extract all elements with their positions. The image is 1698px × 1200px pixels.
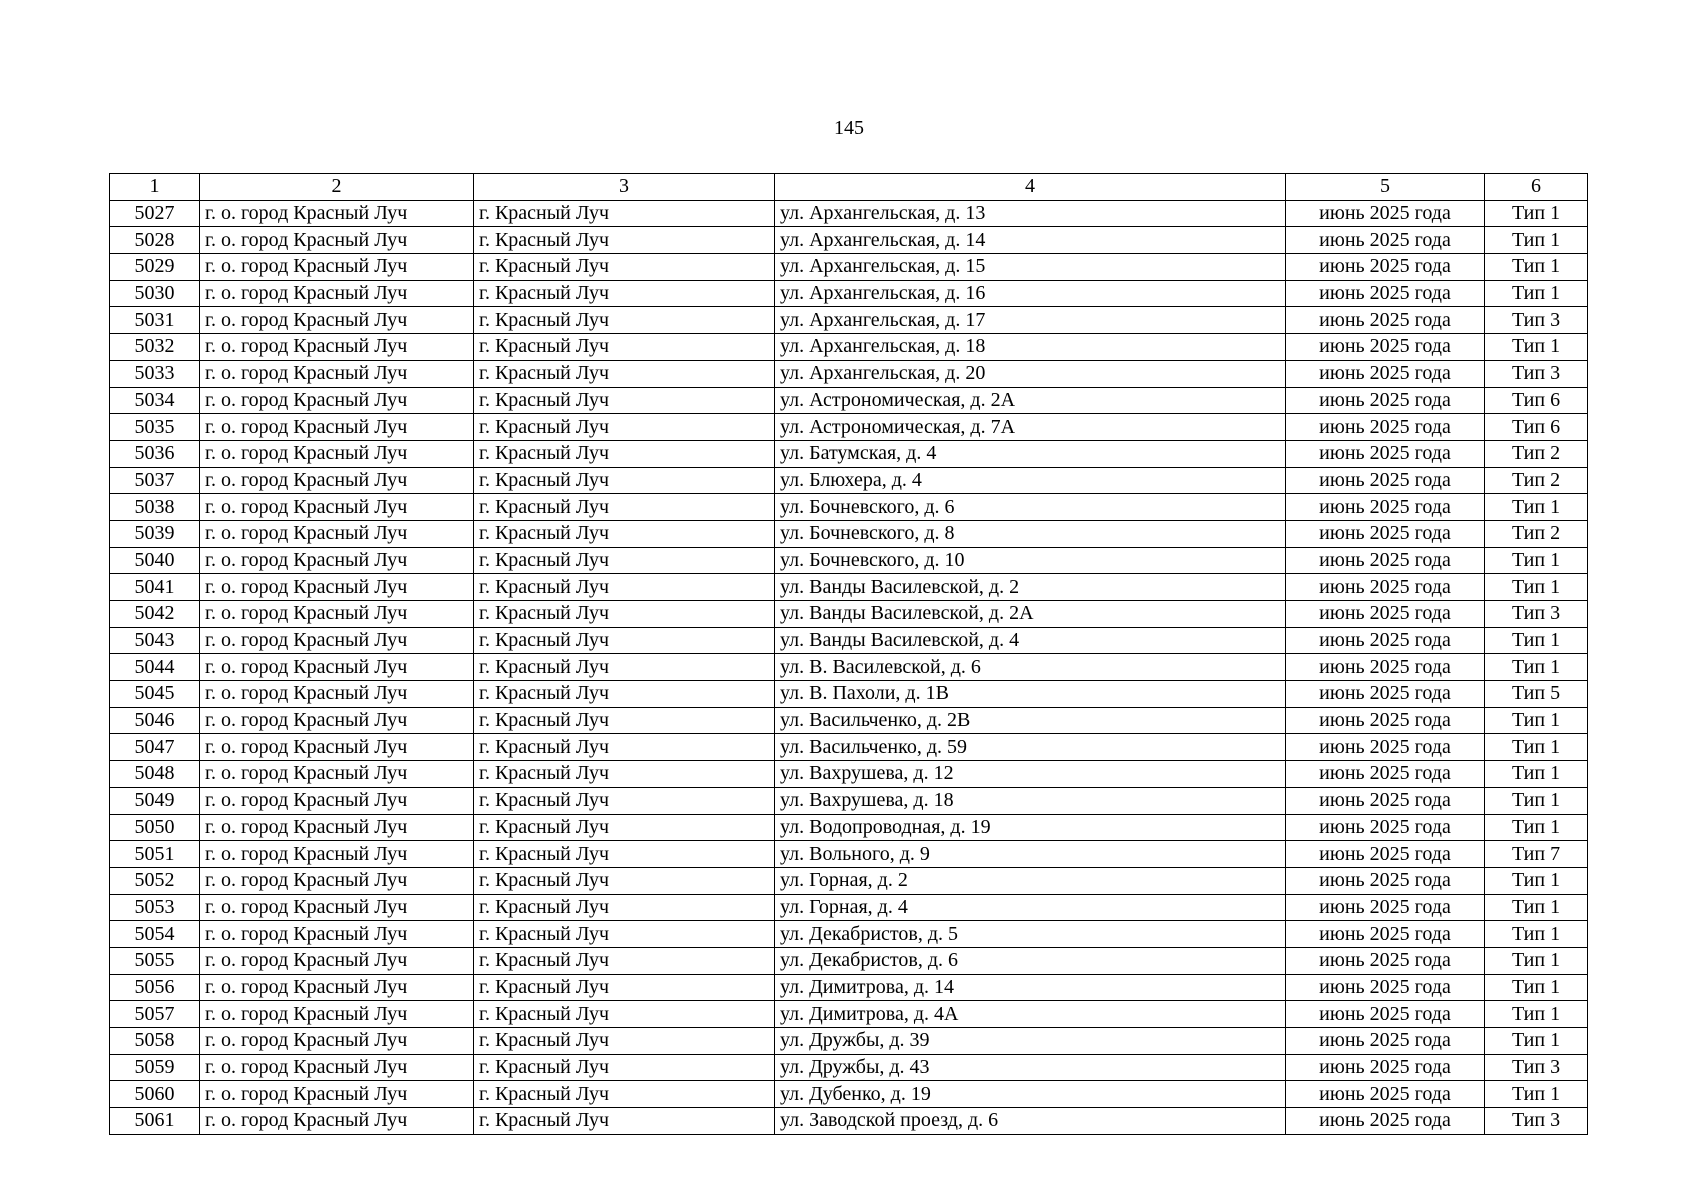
- column-header: 5: [1286, 174, 1485, 201]
- type-cell: Тип 1: [1485, 494, 1588, 521]
- district-cell: г. о. город Красный Луч: [200, 681, 474, 708]
- table-row: [110, 387, 1588, 414]
- table-row: [110, 1081, 1588, 1108]
- date-cell: июнь 2025 года: [1286, 761, 1485, 788]
- row-number-cell: 5036: [110, 440, 200, 467]
- locality-cell: г. Красный Луч: [474, 761, 775, 788]
- page-number: 145: [834, 117, 864, 139]
- row-number-cell: 5038: [110, 494, 200, 521]
- locality-cell: г. Красный Луч: [474, 520, 775, 547]
- table-row: [110, 307, 1588, 334]
- locality-cell: г. Красный Луч: [474, 921, 775, 948]
- locality-cell: г. Красный Луч: [474, 1081, 775, 1108]
- type-cell: Тип 1: [1485, 1001, 1588, 1028]
- type-cell: Тип 1: [1485, 707, 1588, 734]
- address-cell: ул. Димитрова, д. 4А: [775, 1001, 1286, 1028]
- row-number-cell: 5034: [110, 387, 200, 414]
- table-row: [110, 574, 1588, 601]
- type-cell: Тип 2: [1485, 467, 1588, 494]
- district-cell: г. о. город Красный Луч: [200, 947, 474, 974]
- table-row: [110, 787, 1588, 814]
- locality-cell: г. Красный Луч: [474, 200, 775, 227]
- address-cell: ул. Архангельская, д. 18: [775, 334, 1286, 361]
- row-number-cell: 5056: [110, 974, 200, 1001]
- locality-cell: г. Красный Луч: [474, 707, 775, 734]
- address-cell: ул. Димитрова, д. 14: [775, 974, 1286, 1001]
- column-header: 2: [200, 174, 474, 201]
- district-cell: г. о. город Красный Луч: [200, 1054, 474, 1081]
- row-number-cell: 5060: [110, 1081, 200, 1108]
- row-number-cell: 5051: [110, 841, 200, 868]
- date-cell: июнь 2025 года: [1286, 654, 1485, 681]
- date-cell: июнь 2025 года: [1286, 280, 1485, 307]
- row-number-cell: 5059: [110, 1054, 200, 1081]
- district-cell: г. о. город Красный Луч: [200, 627, 474, 654]
- table-row: [110, 547, 1588, 574]
- date-cell: июнь 2025 года: [1286, 627, 1485, 654]
- row-number-cell: 5049: [110, 787, 200, 814]
- type-cell: Тип 3: [1485, 360, 1588, 387]
- address-cell: ул. В. Пахоли, д. 1В: [775, 681, 1286, 708]
- locality-cell: г. Красный Луч: [474, 547, 775, 574]
- type-cell: Тип 1: [1485, 974, 1588, 1001]
- type-cell: Тип 1: [1485, 894, 1588, 921]
- type-cell: Тип 1: [1485, 627, 1588, 654]
- address-cell: ул. Архангельская, д. 16: [775, 280, 1286, 307]
- locality-cell: г. Красный Луч: [474, 654, 775, 681]
- locality-cell: г. Красный Луч: [474, 841, 775, 868]
- district-cell: г. о. город Красный Луч: [200, 1001, 474, 1028]
- table-row: [110, 467, 1588, 494]
- row-number-cell: 5061: [110, 1108, 200, 1135]
- address-cell: ул. Декабристов, д. 5: [775, 921, 1286, 948]
- district-cell: г. о. город Красный Луч: [200, 334, 474, 361]
- table-row: [110, 894, 1588, 921]
- district-cell: г. о. город Красный Луч: [200, 1081, 474, 1108]
- address-cell: ул. Васильченко, д. 59: [775, 734, 1286, 761]
- date-cell: июнь 2025 года: [1286, 814, 1485, 841]
- row-number-cell: 5027: [110, 200, 200, 227]
- table-row: [110, 947, 1588, 974]
- locality-cell: г. Красный Луч: [474, 574, 775, 601]
- district-cell: г. о. город Красный Луч: [200, 761, 474, 788]
- table-row: [110, 360, 1588, 387]
- row-number-cell: 5048: [110, 761, 200, 788]
- type-cell: Тип 1: [1485, 547, 1588, 574]
- address-cell: ул. Архангельская, д. 14: [775, 227, 1286, 254]
- table-row: [110, 734, 1588, 761]
- district-cell: г. о. город Красный Луч: [200, 1108, 474, 1135]
- row-number-cell: 5045: [110, 681, 200, 708]
- row-number-cell: 5031: [110, 307, 200, 334]
- address-cell: ул. Батумская, д. 4: [775, 440, 1286, 467]
- row-number-cell: 5057: [110, 1001, 200, 1028]
- locality-cell: г. Красный Луч: [474, 360, 775, 387]
- address-cell: ул. Архангельская, д. 17: [775, 307, 1286, 334]
- locality-cell: г. Красный Луч: [474, 627, 775, 654]
- type-cell: Тип 7: [1485, 841, 1588, 868]
- address-cell: ул. Архангельская, д. 13: [775, 200, 1286, 227]
- date-cell: июнь 2025 года: [1286, 387, 1485, 414]
- district-cell: г. о. город Красный Луч: [200, 387, 474, 414]
- table-row: [110, 814, 1588, 841]
- table-body: [110, 174, 1588, 1135]
- locality-cell: г. Красный Луч: [474, 814, 775, 841]
- district-cell: г. о. город Красный Луч: [200, 787, 474, 814]
- column-header: 3: [474, 174, 775, 201]
- type-cell: Тип 2: [1485, 520, 1588, 547]
- district-cell: г. о. город Красный Луч: [200, 254, 474, 281]
- date-cell: июнь 2025 года: [1286, 707, 1485, 734]
- date-cell: июнь 2025 года: [1286, 440, 1485, 467]
- type-cell: Тип 1: [1485, 254, 1588, 281]
- date-cell: июнь 2025 года: [1286, 601, 1485, 628]
- locality-cell: г. Красный Луч: [474, 387, 775, 414]
- table-row: [110, 761, 1588, 788]
- district-cell: г. о. город Красный Луч: [200, 841, 474, 868]
- table-row: [110, 494, 1588, 521]
- table-row: [110, 707, 1588, 734]
- column-header: 6: [1485, 174, 1588, 201]
- date-cell: июнь 2025 года: [1286, 1081, 1485, 1108]
- type-cell: Тип 5: [1485, 681, 1588, 708]
- address-cell: ул. Ванды Василевской, д. 2А: [775, 601, 1286, 628]
- row-number-cell: 5046: [110, 707, 200, 734]
- row-number-cell: 5030: [110, 280, 200, 307]
- address-cell: ул. Ванды Василевской, д. 4: [775, 627, 1286, 654]
- date-cell: июнь 2025 года: [1286, 947, 1485, 974]
- district-cell: г. о. город Красный Луч: [200, 414, 474, 441]
- type-cell: Тип 1: [1485, 654, 1588, 681]
- type-cell: Тип 6: [1485, 414, 1588, 441]
- type-cell: Тип 3: [1485, 601, 1588, 628]
- table-row: [110, 280, 1588, 307]
- date-cell: июнь 2025 года: [1286, 494, 1485, 521]
- address-cell: ул. Бочневского, д. 8: [775, 520, 1286, 547]
- locality-cell: г. Красный Луч: [474, 1054, 775, 1081]
- type-cell: Тип 1: [1485, 921, 1588, 948]
- district-cell: г. о. город Красный Луч: [200, 574, 474, 601]
- district-cell: г. о. город Красный Луч: [200, 707, 474, 734]
- district-cell: г. о. город Красный Луч: [200, 814, 474, 841]
- locality-cell: г. Красный Луч: [474, 681, 775, 708]
- table-row: [110, 627, 1588, 654]
- date-cell: июнь 2025 года: [1286, 227, 1485, 254]
- table-row: [110, 1028, 1588, 1055]
- type-cell: Тип 1: [1485, 574, 1588, 601]
- row-number-cell: 5053: [110, 894, 200, 921]
- district-cell: г. о. город Красный Луч: [200, 227, 474, 254]
- type-cell: Тип 1: [1485, 867, 1588, 894]
- address-cell: ул. Бочневского, д. 6: [775, 494, 1286, 521]
- row-number-cell: 5050: [110, 814, 200, 841]
- type-cell: Тип 3: [1485, 1054, 1588, 1081]
- table-row: [110, 921, 1588, 948]
- table-row: [110, 520, 1588, 547]
- table-header-row: [110, 174, 1588, 201]
- date-cell: июнь 2025 года: [1286, 414, 1485, 441]
- table-row: [110, 681, 1588, 708]
- locality-cell: г. Красный Луч: [474, 894, 775, 921]
- locality-cell: г. Красный Луч: [474, 1108, 775, 1135]
- address-cell: ул. Вольного, д. 9: [775, 841, 1286, 868]
- type-cell: Тип 1: [1485, 227, 1588, 254]
- locality-cell: г. Красный Луч: [474, 867, 775, 894]
- table-row: [110, 1108, 1588, 1135]
- date-cell: июнь 2025 года: [1286, 360, 1485, 387]
- address-cell: ул. Бочневского, д. 10: [775, 547, 1286, 574]
- row-number-cell: 5042: [110, 601, 200, 628]
- type-cell: Тип 2: [1485, 440, 1588, 467]
- address-cell: ул. Астрономическая, д. 7А: [775, 414, 1286, 441]
- locality-cell: г. Красный Луч: [474, 467, 775, 494]
- row-number-cell: 5029: [110, 254, 200, 281]
- locality-cell: г. Красный Луч: [474, 440, 775, 467]
- locality-cell: г. Красный Луч: [474, 334, 775, 361]
- district-cell: г. о. город Красный Луч: [200, 974, 474, 1001]
- date-cell: июнь 2025 года: [1286, 200, 1485, 227]
- address-cell: ул. Астрономическая, д. 2А: [775, 387, 1286, 414]
- row-number-cell: 5043: [110, 627, 200, 654]
- table-row: [110, 254, 1588, 281]
- district-cell: г. о. город Красный Луч: [200, 921, 474, 948]
- locality-cell: г. Красный Луч: [474, 974, 775, 1001]
- district-cell: г. о. город Красный Луч: [200, 360, 474, 387]
- date-cell: июнь 2025 года: [1286, 734, 1485, 761]
- row-number-cell: 5037: [110, 467, 200, 494]
- address-cell: ул. Архангельская, д. 15: [775, 254, 1286, 281]
- district-cell: г. о. город Красный Луч: [200, 1028, 474, 1055]
- district-cell: г. о. город Красный Луч: [200, 280, 474, 307]
- address-cell: ул. Горная, д. 4: [775, 894, 1286, 921]
- table-row: [110, 440, 1588, 467]
- address-cell: ул. Блюхера, д. 4: [775, 467, 1286, 494]
- date-cell: июнь 2025 года: [1286, 1054, 1485, 1081]
- date-cell: июнь 2025 года: [1286, 867, 1485, 894]
- district-cell: г. о. город Красный Луч: [200, 734, 474, 761]
- locality-cell: г. Красный Луч: [474, 1001, 775, 1028]
- district-cell: г. о. город Красный Луч: [200, 307, 474, 334]
- district-cell: г. о. город Красный Луч: [200, 467, 474, 494]
- district-cell: г. о. город Красный Луч: [200, 654, 474, 681]
- row-number-cell: 5054: [110, 921, 200, 948]
- type-cell: Тип 1: [1485, 1081, 1588, 1108]
- row-number-cell: 5032: [110, 334, 200, 361]
- table-row: [110, 200, 1588, 227]
- date-cell: июнь 2025 года: [1286, 787, 1485, 814]
- date-cell: июнь 2025 года: [1286, 334, 1485, 361]
- type-cell: Тип 1: [1485, 734, 1588, 761]
- type-cell: Тип 1: [1485, 334, 1588, 361]
- date-cell: июнь 2025 года: [1286, 1108, 1485, 1135]
- district-cell: г. о. город Красный Луч: [200, 894, 474, 921]
- address-cell: ул. Горная, д. 2: [775, 867, 1286, 894]
- address-cell: ул. Ванды Василевской, д. 2: [775, 574, 1286, 601]
- address-cell: ул. Архангельская, д. 20: [775, 360, 1286, 387]
- type-cell: Тип 6: [1485, 387, 1588, 414]
- district-cell: г. о. город Красный Луч: [200, 440, 474, 467]
- type-cell: Тип 3: [1485, 307, 1588, 334]
- locality-cell: г. Красный Луч: [474, 1028, 775, 1055]
- table-row: [110, 841, 1588, 868]
- date-cell: июнь 2025 года: [1286, 547, 1485, 574]
- row-number-cell: 5040: [110, 547, 200, 574]
- table-row: [110, 1001, 1588, 1028]
- date-cell: июнь 2025 года: [1286, 520, 1485, 547]
- date-cell: июнь 2025 года: [1286, 574, 1485, 601]
- type-cell: Тип 1: [1485, 814, 1588, 841]
- row-number-cell: 5041: [110, 574, 200, 601]
- row-number-cell: 5035: [110, 414, 200, 441]
- district-cell: г. о. город Красный Луч: [200, 867, 474, 894]
- date-cell: июнь 2025 года: [1286, 841, 1485, 868]
- type-cell: Тип 1: [1485, 1028, 1588, 1055]
- locality-cell: г. Красный Луч: [474, 227, 775, 254]
- district-cell: г. о. город Красный Луч: [200, 494, 474, 521]
- address-cell: ул. Дубенко, д. 19: [775, 1081, 1286, 1108]
- address-cell: ул. Вахрушева, д. 12: [775, 761, 1286, 788]
- date-cell: июнь 2025 года: [1286, 894, 1485, 921]
- table-row: [110, 601, 1588, 628]
- row-number-cell: 5055: [110, 947, 200, 974]
- data-table: [109, 173, 1588, 1135]
- date-cell: июнь 2025 года: [1286, 1028, 1485, 1055]
- locality-cell: г. Красный Луч: [474, 947, 775, 974]
- date-cell: июнь 2025 года: [1286, 307, 1485, 334]
- locality-cell: г. Красный Луч: [474, 734, 775, 761]
- table-row: [110, 974, 1588, 1001]
- row-number-cell: 5052: [110, 867, 200, 894]
- table-row: [110, 414, 1588, 441]
- type-cell: Тип 3: [1485, 1108, 1588, 1135]
- date-cell: июнь 2025 года: [1286, 921, 1485, 948]
- district-cell: г. о. город Красный Луч: [200, 200, 474, 227]
- locality-cell: г. Красный Луч: [474, 494, 775, 521]
- row-number-cell: 5039: [110, 520, 200, 547]
- row-number-cell: 5028: [110, 227, 200, 254]
- address-cell: ул. В. Василевской, д. 6: [775, 654, 1286, 681]
- locality-cell: г. Красный Луч: [474, 414, 775, 441]
- locality-cell: г. Красный Луч: [474, 254, 775, 281]
- column-header: 4: [775, 174, 1286, 201]
- type-cell: Тип 1: [1485, 787, 1588, 814]
- date-cell: июнь 2025 года: [1286, 681, 1485, 708]
- table-row: [110, 654, 1588, 681]
- address-cell: ул. Дружбы, д. 39: [775, 1028, 1286, 1055]
- date-cell: июнь 2025 года: [1286, 974, 1485, 1001]
- address-cell: ул. Васильченко, д. 2В: [775, 707, 1286, 734]
- column-header: 1: [110, 174, 200, 201]
- locality-cell: г. Красный Луч: [474, 307, 775, 334]
- row-number-cell: 5047: [110, 734, 200, 761]
- date-cell: июнь 2025 года: [1286, 254, 1485, 281]
- table-row: [110, 227, 1588, 254]
- row-number-cell: 5058: [110, 1028, 200, 1055]
- type-cell: Тип 1: [1485, 761, 1588, 788]
- address-cell: ул. Заводской проезд, д. 6: [775, 1108, 1286, 1135]
- row-number-cell: 5044: [110, 654, 200, 681]
- date-cell: июнь 2025 года: [1286, 467, 1485, 494]
- district-cell: г. о. город Красный Луч: [200, 547, 474, 574]
- locality-cell: г. Красный Луч: [474, 787, 775, 814]
- locality-cell: г. Красный Луч: [474, 280, 775, 307]
- district-cell: г. о. город Красный Луч: [200, 601, 474, 628]
- type-cell: Тип 1: [1485, 947, 1588, 974]
- address-cell: ул. Декабристов, д. 6: [775, 947, 1286, 974]
- address-cell: ул. Водопроводная, д. 19: [775, 814, 1286, 841]
- district-cell: г. о. город Красный Луч: [200, 520, 474, 547]
- date-cell: июнь 2025 года: [1286, 1001, 1485, 1028]
- table-row: [110, 334, 1588, 361]
- table-row: [110, 1054, 1588, 1081]
- address-cell: ул. Дружбы, д. 43: [775, 1054, 1286, 1081]
- locality-cell: г. Красный Луч: [474, 601, 775, 628]
- table-row: [110, 867, 1588, 894]
- address-cell: ул. Вахрушева, д. 18: [775, 787, 1286, 814]
- type-cell: Тип 1: [1485, 280, 1588, 307]
- row-number-cell: 5033: [110, 360, 200, 387]
- type-cell: Тип 1: [1485, 200, 1588, 227]
